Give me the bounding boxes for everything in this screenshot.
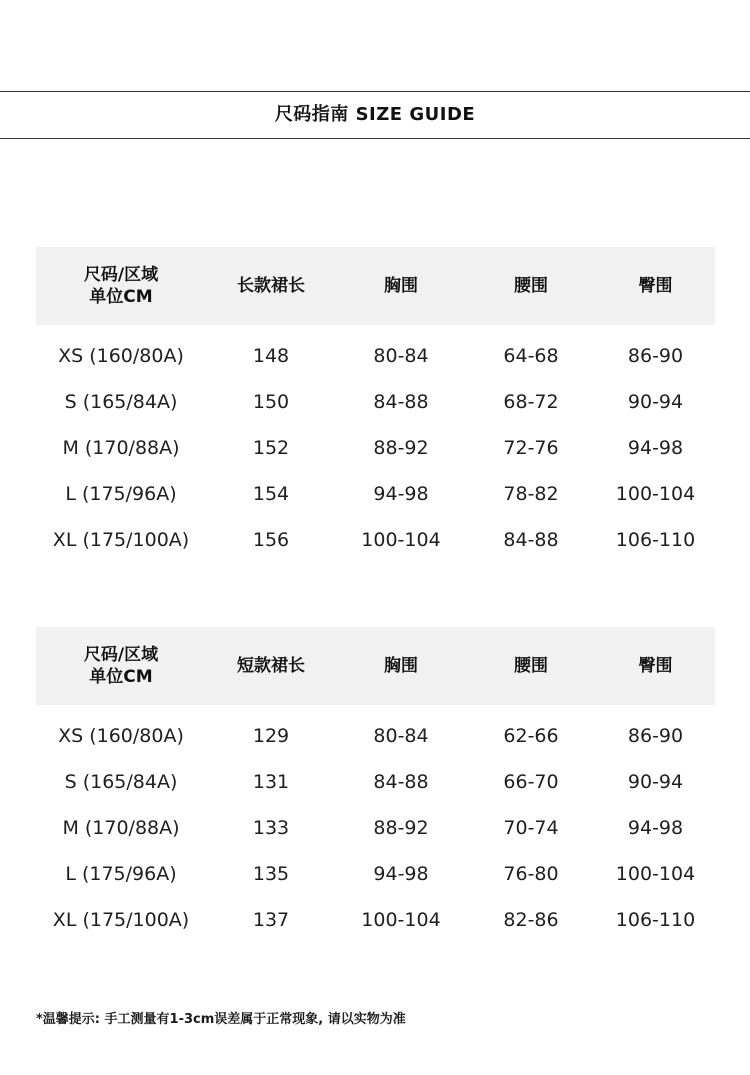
- size-cell: XS (160/80A): [58, 345, 184, 367]
- length-cell: 150: [252, 391, 290, 413]
- table-row: [36, 851, 715, 897]
- hip-cell: 106-110: [615, 529, 696, 551]
- hip-cell: 106-110: [615, 909, 696, 931]
- hip-cell: 90-94: [627, 391, 684, 413]
- hip-cell: 86-90: [627, 725, 684, 747]
- bust-cell: 84-88: [373, 771, 429, 793]
- table-row: [36, 333, 715, 379]
- table-row: [36, 471, 715, 517]
- header-length: 短款裙长: [237, 656, 305, 676]
- length-cell: 129: [252, 725, 290, 747]
- table-row: [36, 713, 715, 759]
- table-body: [36, 705, 715, 943]
- table-row: [36, 759, 715, 805]
- size-cell: M (170/88A): [62, 817, 180, 839]
- header-hip: 臀围: [638, 656, 673, 676]
- table-row: [36, 425, 715, 471]
- header-waist: 腰围: [514, 276, 548, 296]
- bust-cell: 80-84: [373, 345, 429, 367]
- size-cell: S (165/84A): [64, 391, 178, 413]
- header-bust: 胸围: [384, 656, 418, 676]
- header-size-region-line2: 单位CM: [89, 287, 153, 307]
- measurement-note: *温馨提示: 手工测量有1-3cm误差属于正常现象, 请以实物为准: [36, 1012, 406, 1027]
- table-row: [36, 897, 715, 943]
- long-dress-size-table: [36, 247, 715, 563]
- waist-cell: 78-82: [503, 483, 559, 505]
- hip-cell: 90-94: [627, 771, 684, 793]
- short-dress-size-table: [36, 627, 715, 943]
- header-size-region: [36, 264, 206, 308]
- length-cell: 154: [252, 483, 290, 505]
- size-cell: XL (175/100A): [52, 909, 190, 931]
- bust-cell: 94-98: [373, 863, 429, 885]
- waist-cell: 76-80: [503, 863, 559, 885]
- hip-cell: 86-90: [627, 345, 684, 367]
- hip-cell: 94-98: [627, 437, 684, 459]
- waist-cell: 62-66: [503, 725, 559, 747]
- bust-cell: 84-88: [373, 391, 429, 413]
- waist-cell: 64-68: [503, 345, 559, 367]
- header-size-region-line1: 尺码/区域: [83, 265, 159, 285]
- bust-cell: 94-98: [373, 483, 429, 505]
- bust-cell: 100-104: [361, 909, 441, 931]
- waist-cell: 66-70: [503, 771, 559, 793]
- hip-cell: 94-98: [627, 817, 684, 839]
- size-cell: XS (160/80A): [58, 725, 184, 747]
- bust-cell: 88-92: [373, 437, 429, 459]
- table-row: [36, 805, 715, 851]
- size-cell: XL (175/100A): [52, 529, 190, 551]
- waist-cell: 82-86: [503, 909, 559, 931]
- header-bust: 胸围: [384, 276, 418, 296]
- bust-cell: 80-84: [373, 725, 429, 747]
- bust-cell: 100-104: [361, 529, 441, 551]
- header-waist: 腰围: [514, 656, 548, 676]
- length-cell: 137: [252, 909, 290, 931]
- bust-cell: 88-92: [373, 817, 429, 839]
- header-size-region-line2: 单位CM: [89, 667, 153, 687]
- page-title: 尺码指南 SIZE GUIDE: [274, 104, 476, 125]
- waist-cell: 70-74: [503, 817, 559, 839]
- waist-cell: 72-76: [503, 437, 559, 459]
- size-cell: L (175/96A): [65, 863, 177, 885]
- size-cell: S (165/84A): [64, 771, 178, 793]
- length-cell: 133: [252, 817, 290, 839]
- header-size-region: [36, 644, 206, 688]
- header-hip: 臀围: [638, 276, 673, 296]
- table-row: [36, 517, 715, 563]
- waist-cell: 84-88: [503, 529, 559, 551]
- header-size-region-line1: 尺码/区域: [83, 645, 159, 665]
- size-cell: M (170/88A): [62, 437, 180, 459]
- length-cell: 148: [252, 345, 290, 367]
- hip-cell: 100-104: [615, 863, 696, 885]
- length-cell: 135: [252, 863, 290, 885]
- length-cell: 156: [252, 529, 290, 551]
- size-cell: L (175/96A): [65, 483, 177, 505]
- table-header: [36, 247, 715, 325]
- waist-cell: 68-72: [503, 391, 559, 413]
- table-row: [36, 379, 715, 425]
- header-length: 长款裙长: [237, 276, 305, 296]
- hip-cell: 100-104: [615, 483, 696, 505]
- table-body: [36, 325, 715, 563]
- table-header: [36, 627, 715, 705]
- length-cell: 131: [252, 771, 290, 793]
- length-cell: 152: [252, 437, 290, 459]
- title-bottom-rule: [0, 138, 750, 139]
